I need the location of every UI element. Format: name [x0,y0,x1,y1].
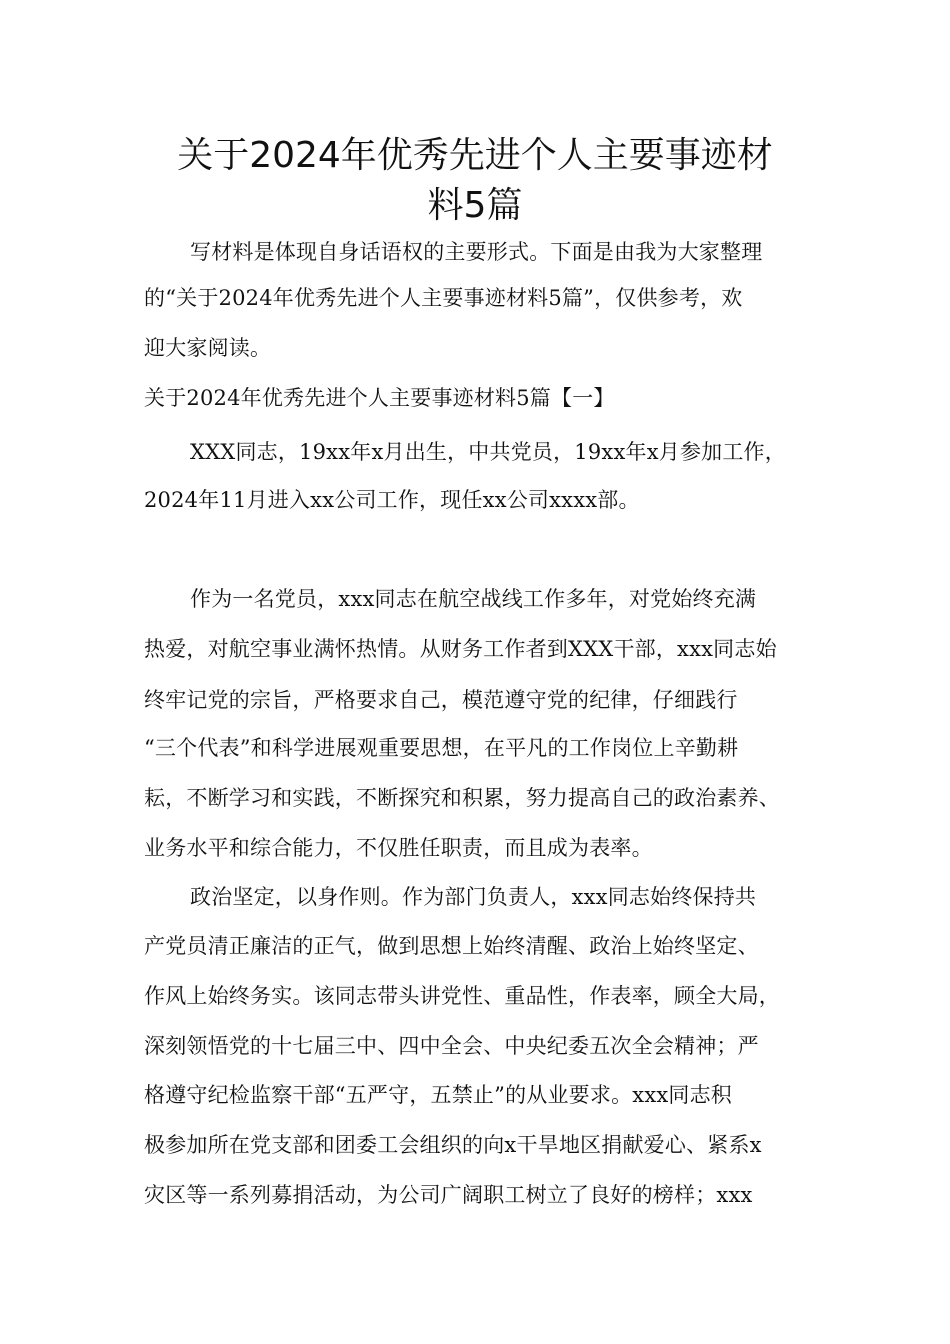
intro-line-2: 的“关于2024年优秀先进个人主要事迹材料5篇”，仅供参考，欢 [144,286,743,310]
paragraph-3-line-3: 作风上始终务实。该同志带头讲党性、重品性，作表率，顾全大局， [144,984,780,1008]
document-title-line-2: 料5篇 [427,185,523,226]
paragraph-3-line-4: 深刻领悟党的十七届三中、四中全会、中央纪委五次全会精神；严 [144,1034,759,1058]
paragraph-3-line-7: 灾区等一系列募捐活动，为公司广阔职工树立了良好的榜样；xxx [144,1183,753,1207]
paragraph-1-line-1: XXX同志，19xx年x月出生，中共党员，19xx年x月参加工作， [190,440,786,464]
paragraph-1-line-2: 2024年11月进入xx公司工作，现任xx公司xxxx部。 [144,488,640,512]
paragraph-2-line-4: “三个代表”和科学进展观重要思想，在平凡的工作岗位上辛勤耕 [144,736,739,760]
paragraph-2-line-2: 热爱，对航空事业满怀热情。从财务工作者到XXX干部，xxx同志始 [144,637,777,661]
paragraph-3-line-5: 格遵守纪检监察干部“五严守，五禁止”的从业要求。xxx同志积 [144,1083,732,1107]
paragraph-3-line-6: 极参加所在党支部和团委工会组织的向x干旱地区捐献爱心、紧系x [144,1133,762,1157]
paragraph-3-line-2: 产党员清正廉洁的正气，做到思想上始终清醒、政治上始终坚定、 [144,934,759,958]
paragraph-2-line-5: 耘，不断学习和实践，不断探究和积累，努力提高自己的政治素养、 [144,786,780,810]
intro-line-1: 写材料是体现自身话语权的主要形式。下面是由我为大家整理 [190,240,763,264]
document-title-line-1: 关于2024年优秀先进个人主要事迹材 [177,135,773,176]
paragraph-2-line-1: 作为一名党员，xxx同志在航空战线工作多年，对党始终充满 [190,587,757,611]
intro-line-3: 迎大家阅读。 [144,336,272,360]
paragraph-3-line-1: 政治坚定，以身作则。作为部门负责人，xxx同志始终保持共 [190,885,757,909]
section-heading-1: 关于2024年优秀先进个人主要事迹材料5篇【一】 [144,386,615,410]
paragraph-2-line-6: 业务水平和综合能力，不仅胜任职责，而且成为表率。 [144,836,653,860]
paragraph-2-line-3: 终牢记党的宗旨，严格要求自己，模范遵守党的纪律，仔细践行 [144,688,738,712]
